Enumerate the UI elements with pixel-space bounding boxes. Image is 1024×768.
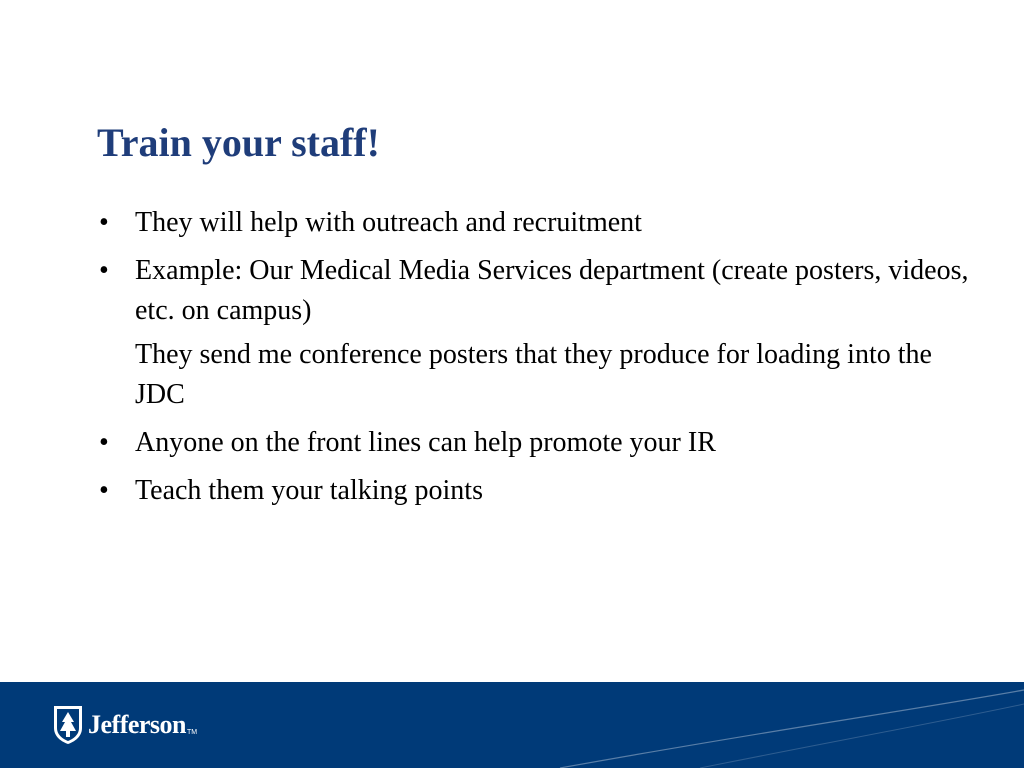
jefferson-shield-icon (52, 704, 84, 746)
bullet-item (97, 471, 977, 511)
bullet-text: Anyone on the front lines can help promote your IR (135, 427, 716, 458)
trademark-mark: TM (187, 729, 198, 736)
bullet-text: They will help with outreach and recruitment (135, 207, 642, 238)
bullet-item (97, 203, 977, 243)
bullet-marker: • (99, 255, 109, 286)
jefferson-logo (52, 704, 197, 746)
bullet-text: Teach them your talking points (135, 475, 483, 506)
bullet-list (97, 203, 977, 519)
bullet-text: Example: Our Medical Media Services department (create posters, videos, etc. on campus) (135, 255, 969, 326)
bullet-item (97, 251, 977, 331)
footer-bar (0, 682, 1024, 768)
bullet-marker: • (99, 427, 109, 458)
bullet-item (97, 423, 977, 463)
bullet-continuation (97, 335, 977, 415)
brand-name: Jefferson (88, 710, 187, 739)
slide-title: Train your staff! (97, 120, 380, 165)
bullet-marker: • (99, 207, 109, 238)
bullet-marker: • (99, 475, 109, 506)
bullet-text: They send me conference posters that they produce for loading into the JDC (135, 339, 932, 410)
